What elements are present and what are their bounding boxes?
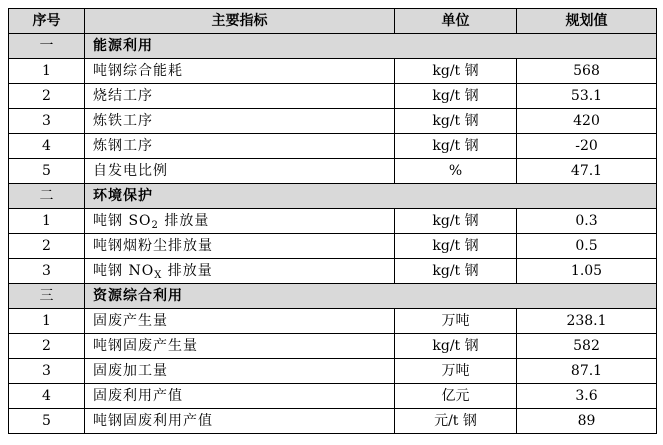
indicator-name: 炼钢工序 [85, 134, 395, 159]
value-cell: 87.1 [517, 359, 657, 384]
col-header-no: 序号 [9, 9, 85, 34]
row-number: 2 [9, 84, 85, 109]
section-row [9, 284, 657, 309]
row-number: 5 [9, 159, 85, 184]
indicator-name: 烧结工序 [85, 84, 395, 109]
row-number: 4 [9, 384, 85, 409]
unit-cell: kg/t 钢 [395, 259, 517, 284]
section-row [9, 34, 657, 59]
indicator-name-subscript: 2 [151, 220, 159, 231]
row-number: 2 [9, 234, 85, 259]
indicator-name-subscript: X [154, 270, 163, 281]
section-number: 一 [9, 34, 85, 59]
col-header-value: 规划值 [517, 9, 657, 34]
row-number: 4 [9, 134, 85, 159]
value-cell: 89 [517, 409, 657, 434]
unit-cell: kg/t 钢 [395, 209, 517, 234]
table-row [9, 409, 657, 434]
table-row [9, 209, 657, 234]
value-cell: 0.3 [517, 209, 657, 234]
unit-cell: 元/t 钢 [395, 409, 517, 434]
col-header-unit: 单位 [395, 9, 517, 34]
unit-cell: 万吨 [395, 359, 517, 384]
indicator-name: 吨钢烟粉尘排放量 [85, 234, 395, 259]
indicator-name: 固废加工量 [85, 359, 395, 384]
table-row [9, 109, 657, 134]
col-header-indicator: 主要指标 [85, 9, 395, 34]
section-number: 二 [9, 184, 85, 209]
value-cell: 53.1 [517, 84, 657, 109]
unit-cell: 亿元 [395, 384, 517, 409]
indicator-name: 自发电比例 [85, 159, 395, 184]
unit-cell: % [395, 159, 517, 184]
row-number: 3 [9, 259, 85, 284]
table-row [9, 259, 657, 284]
indicator-name-text: 吨钢 NO [93, 263, 155, 279]
unit-cell: kg/t 钢 [395, 109, 517, 134]
indicator-name-text: 吨钢 SO [93, 213, 152, 229]
indicator-name: 固废产生量 [85, 309, 395, 334]
section-row [9, 184, 657, 209]
value-cell: 0.5 [517, 234, 657, 259]
indicator-name-suffix: 排放量 [162, 263, 213, 279]
indicator-name: 吨钢固废产生量 [85, 334, 395, 359]
table-row [9, 59, 657, 84]
value-cell: 582 [517, 334, 657, 359]
table-row [9, 384, 657, 409]
section-number: 三 [9, 284, 85, 309]
row-number: 3 [9, 359, 85, 384]
unit-cell: kg/t 钢 [395, 59, 517, 84]
unit-cell: kg/t 钢 [395, 334, 517, 359]
row-number: 3 [9, 109, 85, 134]
row-number: 2 [9, 334, 85, 359]
row-number: 1 [9, 59, 85, 84]
table-row [9, 134, 657, 159]
table-row [9, 334, 657, 359]
section-title: 资源综合利用 [85, 284, 657, 309]
table-body [9, 34, 657, 434]
value-cell: 3.6 [517, 384, 657, 409]
row-number: 1 [9, 209, 85, 234]
indicator-name: 吨钢综合能耗 [85, 59, 395, 84]
table-row [9, 159, 657, 184]
indicator-name [85, 209, 395, 234]
value-cell: 47.1 [517, 159, 657, 184]
value-cell: 420 [517, 109, 657, 134]
unit-cell: 万吨 [395, 309, 517, 334]
indicator-name: 固废利用产值 [85, 384, 395, 409]
indicator-name-suffix: 排放量 [158, 213, 210, 229]
indicator-name: 炼铁工序 [85, 109, 395, 134]
value-cell: 1.05 [517, 259, 657, 284]
value-cell: 568 [517, 59, 657, 84]
section-title: 能源利用 [85, 34, 657, 59]
unit-cell: kg/t 钢 [395, 234, 517, 259]
unit-cell: kg/t 钢 [395, 134, 517, 159]
indicator-table [8, 8, 657, 434]
unit-cell: kg/t 钢 [395, 84, 517, 109]
table-row [9, 359, 657, 384]
row-number: 5 [9, 409, 85, 434]
table-row [9, 234, 657, 259]
table-row [9, 84, 657, 109]
section-title: 环境保护 [85, 184, 657, 209]
table-header-row [9, 9, 657, 34]
row-number: 1 [9, 309, 85, 334]
indicator-name [85, 259, 395, 284]
value-cell: 238.1 [517, 309, 657, 334]
indicator-name: 吨钢固废利用产值 [85, 409, 395, 434]
table-row [9, 309, 657, 334]
value-cell: -20 [517, 134, 657, 159]
